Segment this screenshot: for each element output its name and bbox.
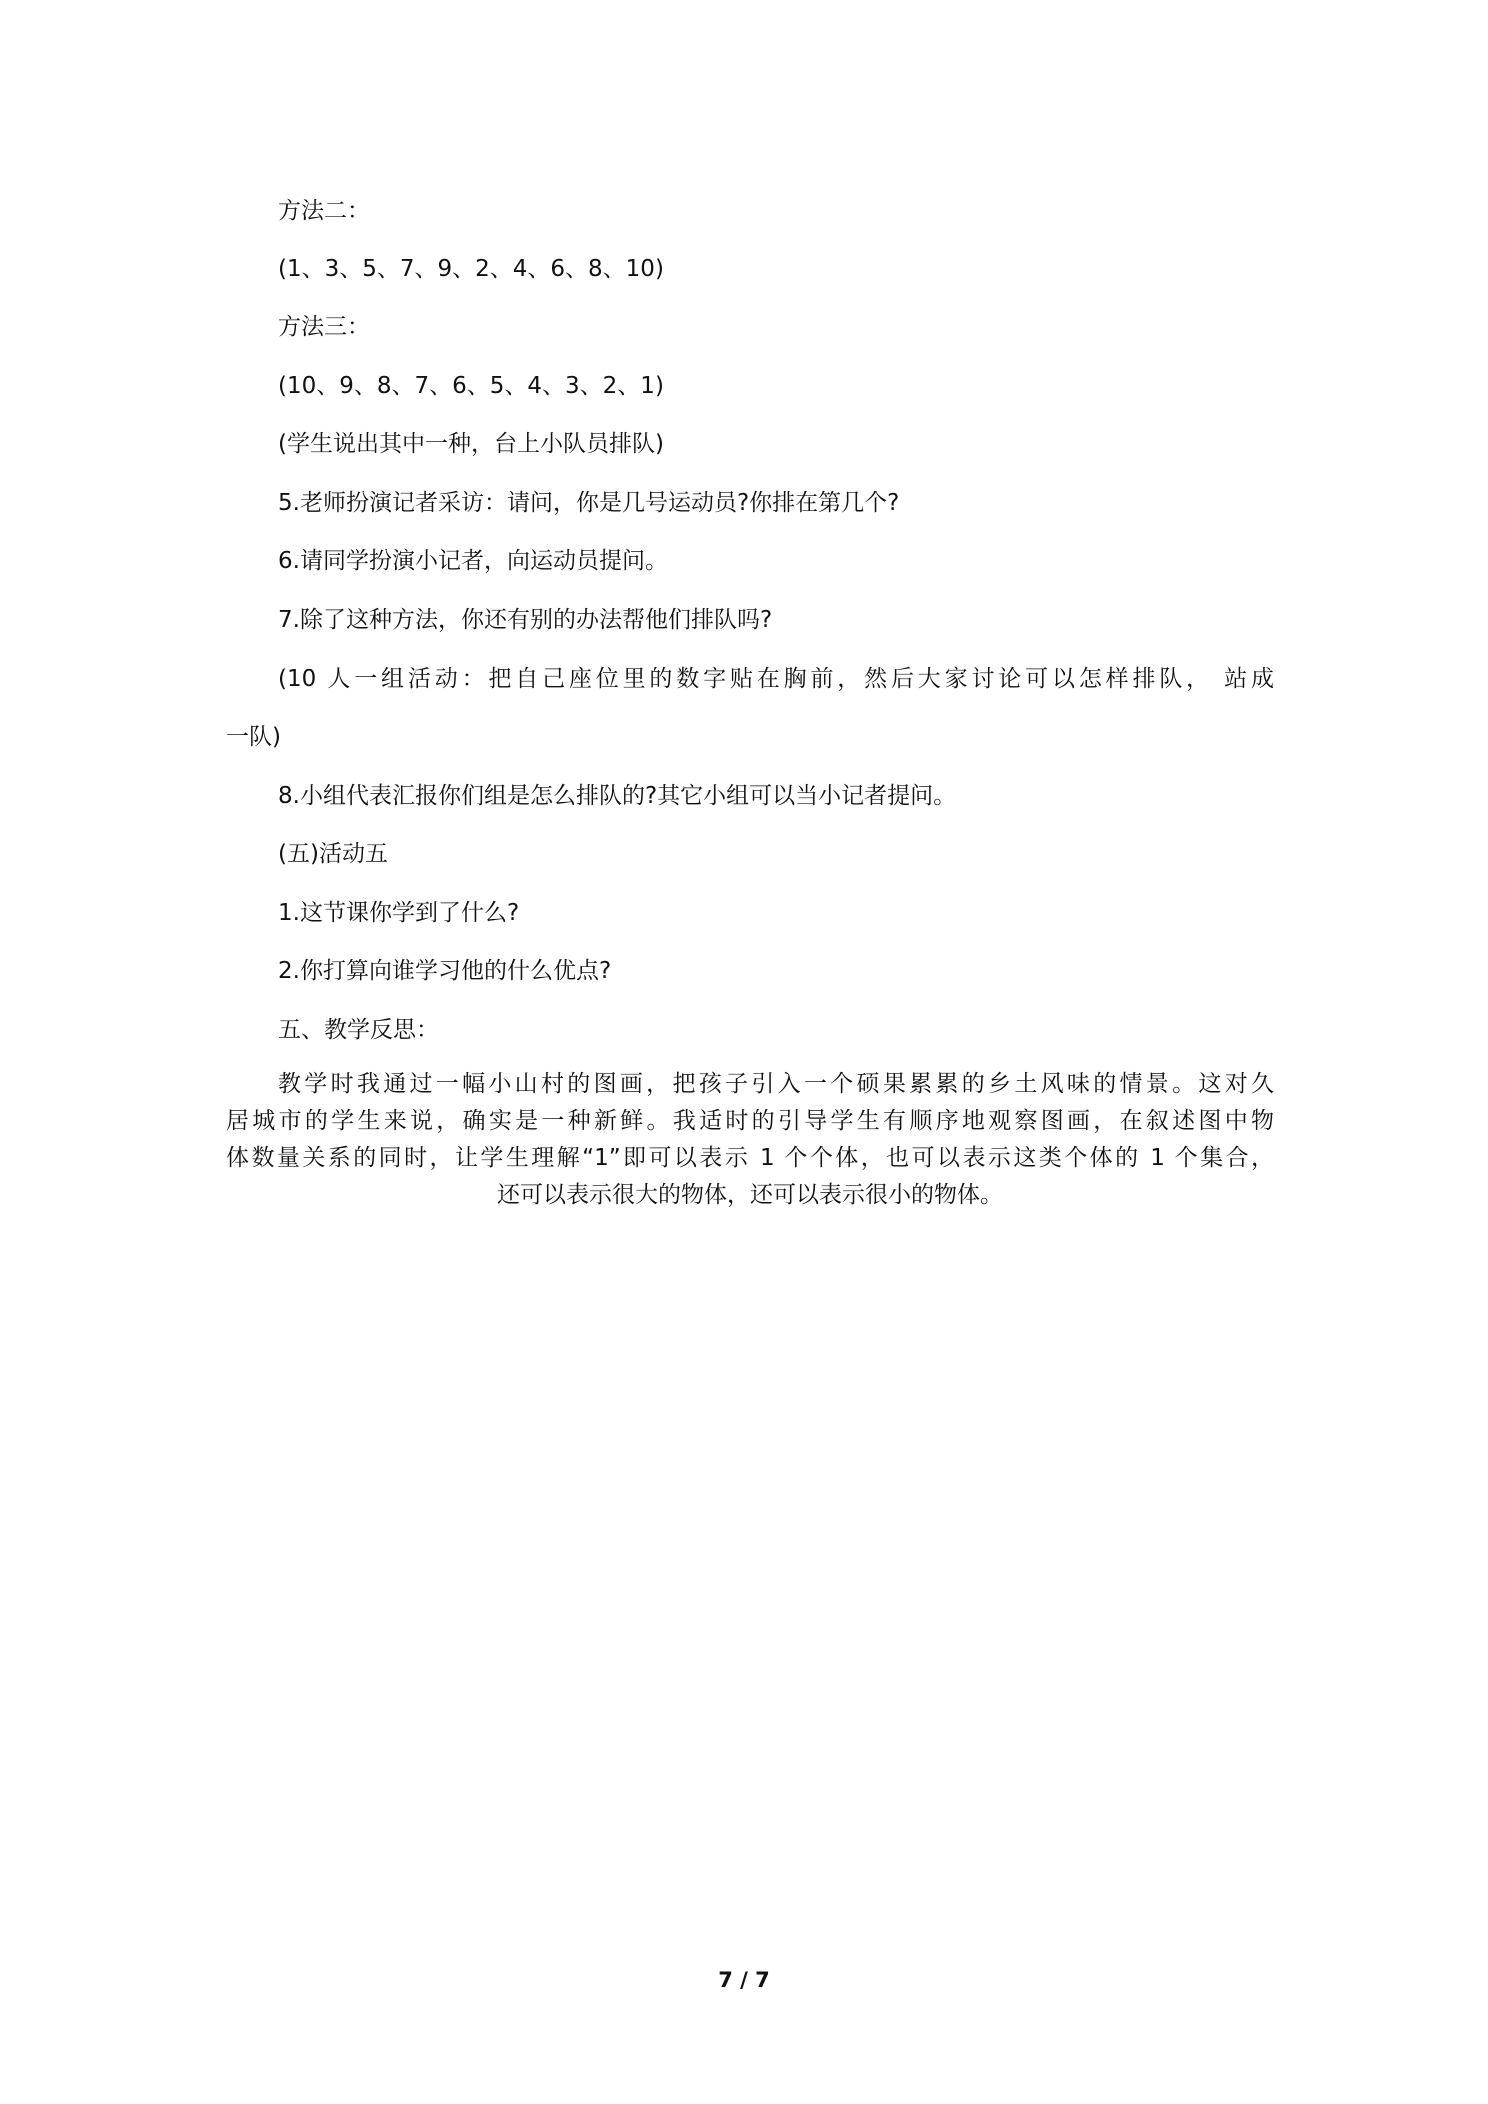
paragraph-step-6: 6.请同学扮演小记者，向运动员提问。 (278, 548, 668, 574)
paragraph-group-activity-line-2: 一队) (226, 724, 281, 750)
reflection-line-3: 体数量关系的同时，让学生理解“1”即可以表示 1 个个体，也可以表示这类个体的 1 个集合， (226, 1145, 1274, 1171)
section-teaching-reflection: 五、教学反思： (278, 1017, 439, 1043)
reflection-line-2: 居城市的学生来说，确实是一种新鲜。我适时的引导学生有顺序地观察图画，在叙述图中物 (226, 1108, 1274, 1134)
method-two-heading: 方法二： (278, 198, 370, 224)
method-two-sequence: (1、3、5、7、9、2、4、6、8、10) (278, 256, 664, 282)
method-three-heading: 方法三： (278, 314, 370, 340)
paragraph-step-5: 5.老师扮演记者采访：请问，你是几号运动员?你排在第几个? (278, 490, 900, 516)
paragraph-group-activity-line-1 (278, 664, 1274, 694)
page-number: 7 / 7 (718, 1968, 770, 1992)
section-activity-five: (五)活动五 (278, 841, 388, 867)
method-three-sequence: (10、9、8、7、6、5、4、3、2、1) (278, 373, 664, 399)
paragraph-question-1: 1.这节课你学到了什么? (278, 900, 520, 926)
paragraph-student-choice: (学生说出其中一种，台上小队员排队) (278, 431, 664, 457)
paragraph-step-7: 7.除了这种方法，你还有别的办法帮他们排队吗? (278, 607, 773, 633)
paragraph-question-2: 2.你打算向谁学习他的什么优点? (278, 958, 612, 984)
reflection-line-1: 教学时我通过一幅小山村的图画，把孩子引入一个硕果累累的乡土风味的情景。这对久 (278, 1071, 1274, 1097)
group-activity-text-1: (10 人一组活动：把自己座位里的数字贴在胸前，然后大家讨论可以怎样排队， 站成 (278, 666, 1274, 692)
paragraph-step-8: 8.小组代表汇报你们组是怎么排队的?其它小组可以当小记者提问。 (278, 783, 957, 809)
reflection-line-4: 还可以表示很大的物体，还可以表示很小的物体。 (497, 1182, 1003, 1208)
reflection-paragraph (226, 1066, 1274, 1214)
